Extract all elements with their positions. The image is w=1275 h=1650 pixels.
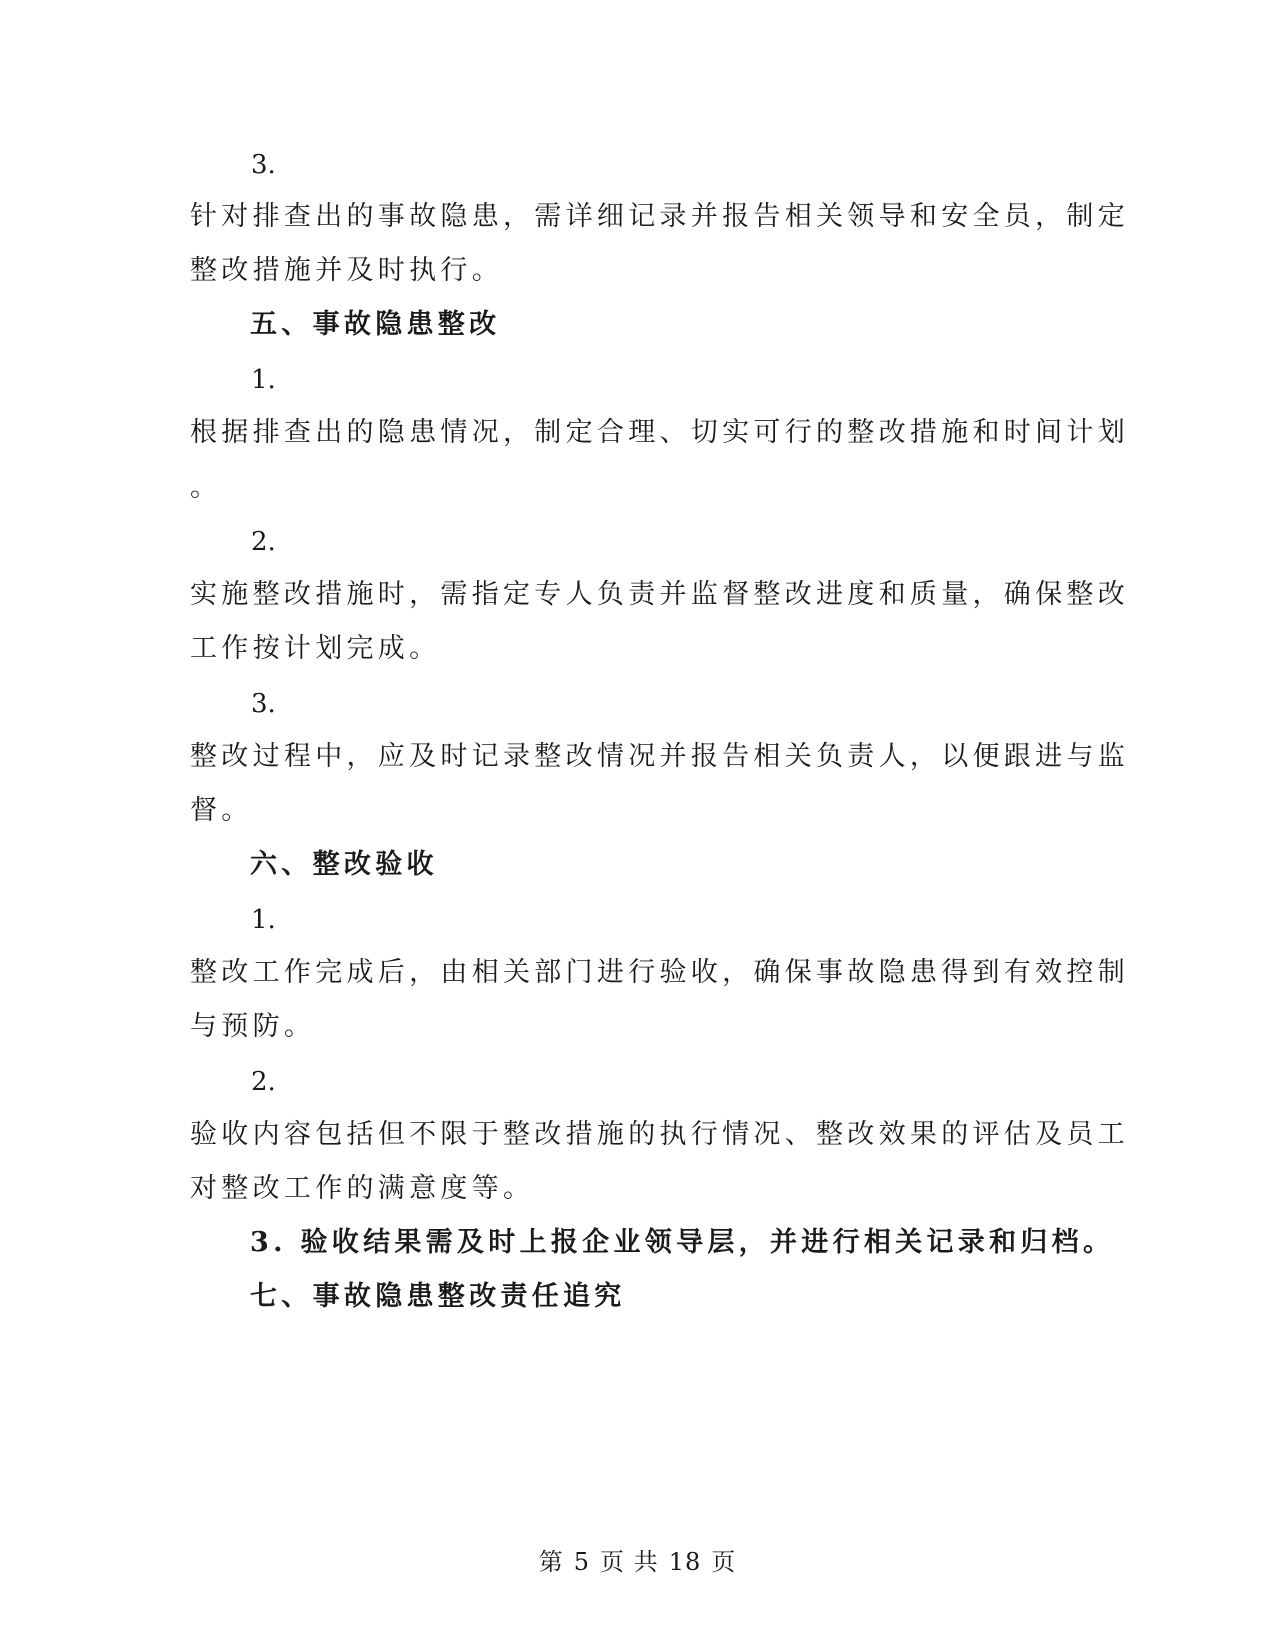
bold-paragraph-line: 3. 验收结果需及时上报企业领导层，并进行相关记录和归档。 — [250, 1227, 1115, 1258]
item-number: 3. — [251, 689, 276, 719]
item-number: 2. — [251, 527, 276, 557]
footer-total-pages: 18 — [668, 1548, 702, 1576]
footer-prefix: 第 — [538, 1548, 564, 1576]
footer-page-number: 5 — [573, 1548, 591, 1576]
item-number: 3. — [251, 150, 276, 180]
paragraph-line: 工作按计划完成。 — [190, 633, 441, 664]
item-number: 2. — [251, 1067, 276, 1097]
item-number: 1. — [251, 365, 276, 395]
paragraph-line: 验收内容包括但不限于整改措施的执行情况、整改效果的评估及员工 — [190, 1119, 1129, 1150]
paragraph-line: 整改过程中，应及时记录整改情况并报告相关负责人，以便跟进与监 — [190, 741, 1129, 772]
footer-suffix: 页 — [711, 1548, 737, 1576]
page-footer — [0, 1547, 1275, 1577]
footer-middle: 页 共 — [600, 1548, 659, 1576]
paragraph-line: 实施整改措施时，需指定专人负责并监督整改进度和质量，确保整改 — [190, 579, 1129, 610]
paragraph-line: 针对排查出的事故隐患，需详细记录并报告相关领导和安全员，制定 — [190, 201, 1129, 232]
section-heading: 六、整改验收 — [250, 849, 438, 880]
paragraph-line: 整改措施并及时执行。 — [190, 255, 503, 286]
paragraph-line: 与预防。 — [190, 1011, 316, 1042]
item-number: 1. — [251, 905, 276, 935]
section-heading: 七、事故隐患整改责任追究 — [250, 1281, 626, 1312]
paragraph-line: 对整改工作的满意度等。 — [190, 1173, 535, 1204]
section-heading: 五、事故隐患整改 — [250, 309, 501, 340]
paragraph-line: 整改工作完成后，由相关部门进行验收，确保事故隐患得到有效控制 — [190, 957, 1129, 988]
paragraph-line: 。 — [190, 472, 222, 503]
paragraph-line: 根据排查出的隐患情况，制定合理、切实可行的整改措施和时间计划 — [190, 417, 1129, 448]
paragraph-line: 督。 — [190, 795, 253, 826]
